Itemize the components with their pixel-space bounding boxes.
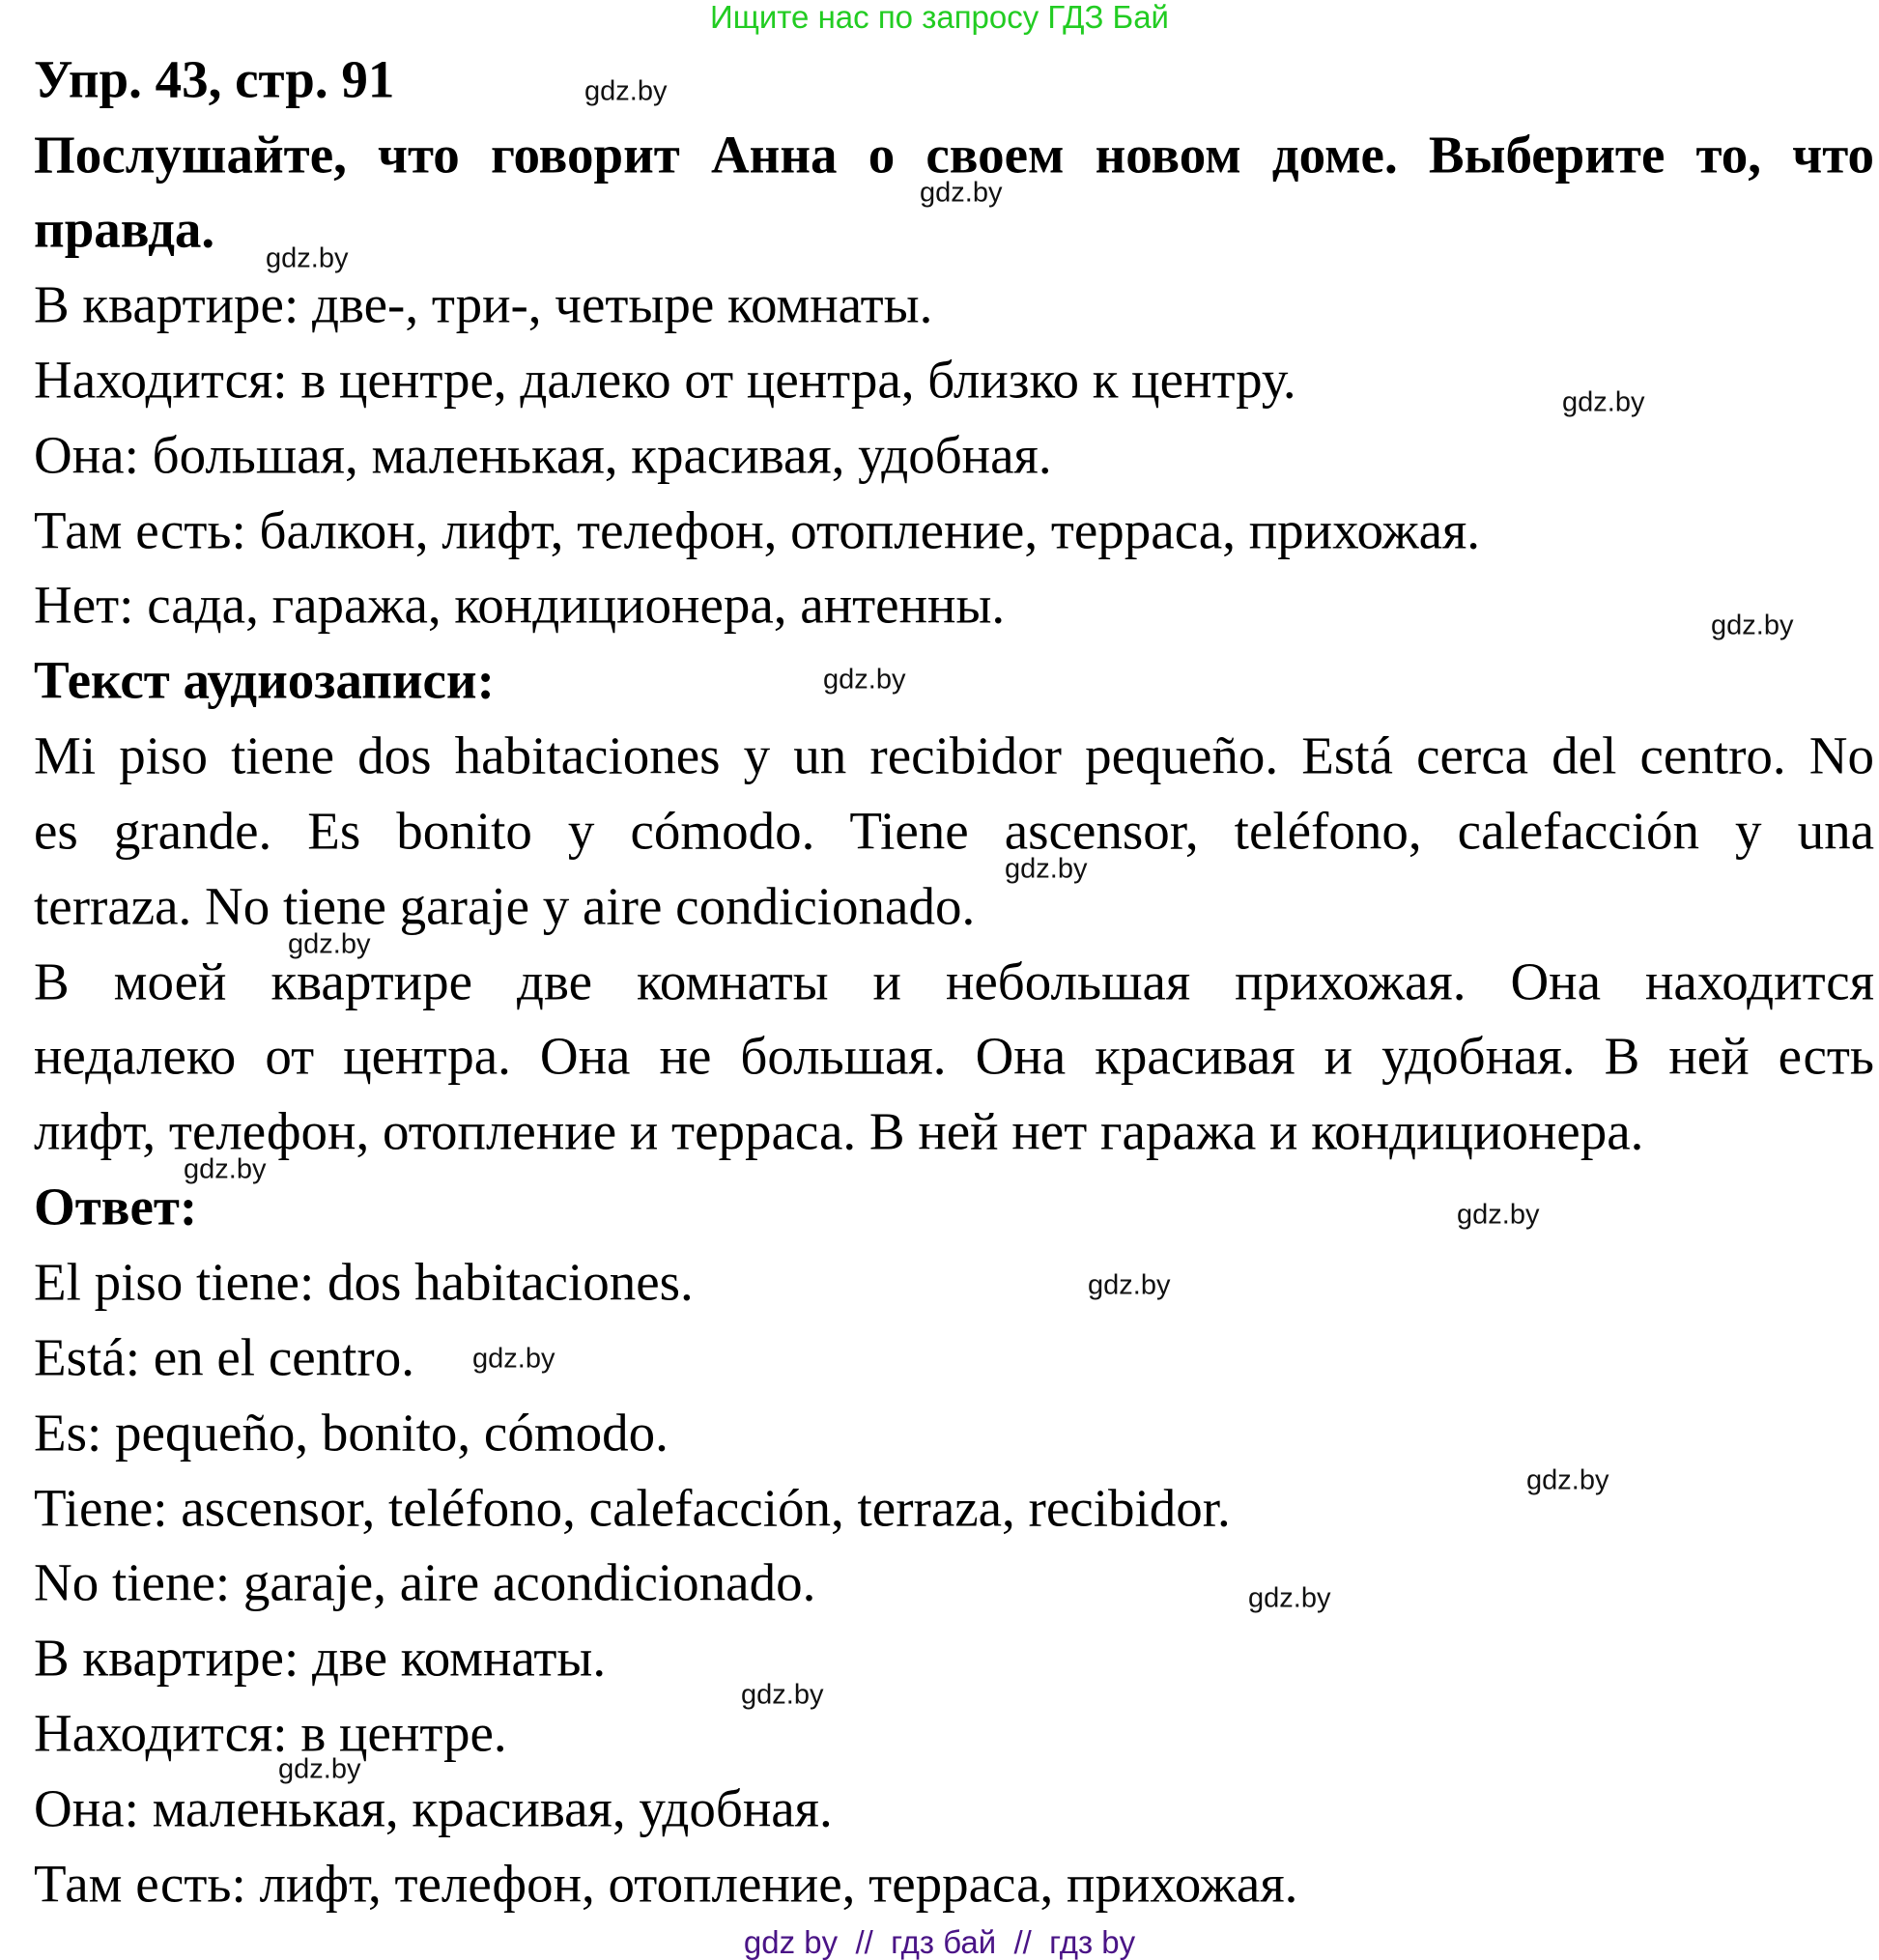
instruction-line-1: Послушайте, что говорит Анна о своем новом доме. Выберите то, что: [34, 125, 1874, 185]
watermark: gdz.by: [823, 664, 906, 696]
exercise-title: Упр. 43, стр. 91: [34, 49, 395, 109]
option-rooms: В квартире: две-, три-, четыре комнаты.: [34, 274, 933, 334]
watermark: gdz.by: [584, 75, 668, 107]
watermark: gdz.by: [1562, 386, 1645, 418]
watermark: gdz.by: [472, 1343, 555, 1375]
audio-spanish-line-3: terraza. No tiene garaje y aire condicionado.: [34, 876, 976, 936]
option-amenities: Там есть: балкон, лифт, телефон, отопление, терраса, прихожая.: [34, 500, 1481, 560]
watermark: gdz.by: [1457, 1199, 1540, 1231]
watermark: gdz.by: [741, 1679, 824, 1711]
answer-line: Она: маленькая, красивая, удобная.: [34, 1778, 833, 1838]
answer-line: El piso tiene: dos habitaciones.: [34, 1252, 694, 1312]
answer-line: Está: en el centro.: [34, 1327, 414, 1387]
audio-russian-line-2: недалеко от центра. Она не большая. Она красивая и удобная. В ней есть: [34, 1026, 1874, 1086]
option-location: Находится: в центре, далеко от центра, близко к центру.: [34, 350, 1296, 410]
watermark: gdz.by: [1088, 1269, 1171, 1301]
footer-links: gdz by // гдз бай // гдз by: [743, 1924, 1136, 1960]
audio-spanish-line-1: Mi piso tiene dos habitaciones y un recibidor pequeño. Está cerca del centro. No: [34, 725, 1874, 785]
answer-line: Tiene: ascensor, teléfono, calefacción, terraza, recibidor.: [34, 1478, 1231, 1538]
instruction-line-2: правда.: [34, 199, 215, 259]
answer-line: В квартире: две комнаты.: [34, 1628, 607, 1688]
answer-line: Находится: в центре.: [34, 1703, 507, 1763]
answer-heading: Ответ:: [34, 1177, 198, 1236]
watermark: gdz.by: [288, 928, 371, 960]
watermark: gdz.by: [1526, 1464, 1609, 1496]
watermark: gdz.by: [1711, 610, 1794, 641]
watermark: gdz.by: [266, 242, 349, 274]
watermark: gdz.by: [184, 1153, 267, 1185]
audio-heading: Текст аудиозаписи:: [34, 650, 495, 710]
answer-line: Там есть: лифт, телефон, отопление, терраса, прихожая.: [34, 1854, 1298, 1914]
watermark: gdz.by: [920, 177, 1003, 209]
option-missing: Нет: сада, гаража, кондиционера, антенны.: [34, 575, 1006, 635]
audio-russian-line-1: В моей квартире две комнаты и небольшая прихожая. Она находится: [34, 952, 1874, 1011]
option-qualities: Она: большая, маленькая, красивая, удобная.: [34, 425, 1052, 485]
watermark: gdz.by: [1248, 1582, 1331, 1614]
audio-russian-line-3: лифт, телефон, отопление и терраса. В ней нет гаража и кондиционера.: [34, 1101, 1644, 1161]
watermark: gdz.by: [1005, 853, 1088, 885]
answer-line: No tiene: garaje, aire acondicionado.: [34, 1552, 816, 1612]
audio-spanish-line-2: es grande. Es bonito y cómodo. Tiene ascensor, teléfono, calefacción y una: [34, 801, 1874, 861]
answer-line: Es: pequeño, bonito, cómodo.: [34, 1403, 669, 1463]
search-hint-banner: Ищите нас по запросу ГДЗ Бай: [710, 0, 1169, 35]
watermark: gdz.by: [278, 1753, 361, 1785]
